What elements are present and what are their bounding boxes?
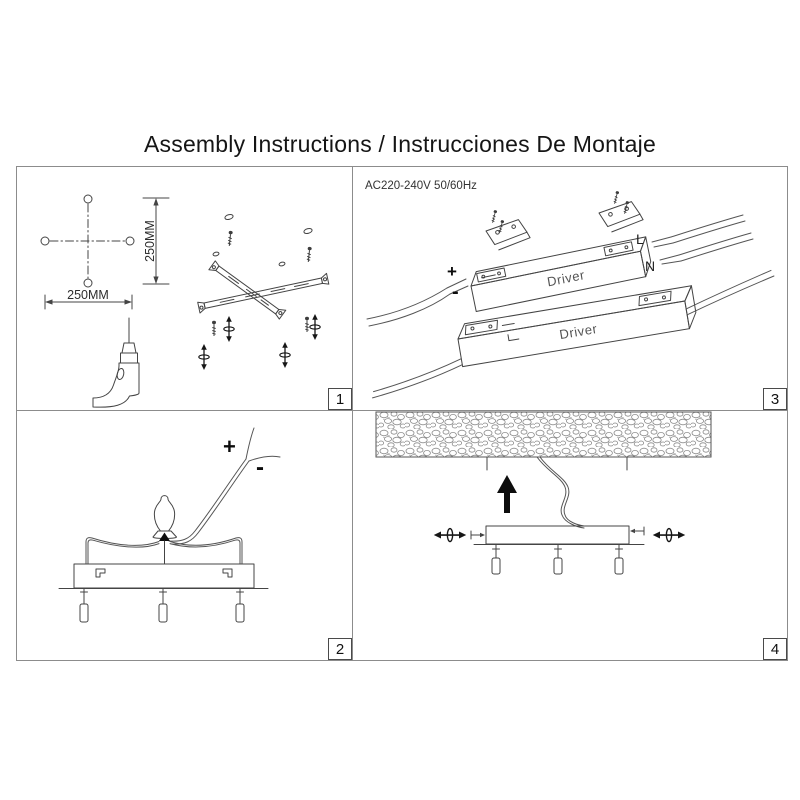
page-title: Assembly Instructions / Instrucciones De Montaje: [144, 131, 656, 157]
panel-3-driver-wiring: [353, 167, 787, 411]
driver-unit-exploded: [468, 191, 656, 312]
panel-4-number: 4: [763, 638, 787, 660]
panel-3-number: 3: [763, 388, 787, 410]
screw-rotation-icon: [653, 529, 686, 542]
screw-icon: [212, 321, 216, 336]
screw-icon: [613, 191, 619, 204]
driver-cover-plate: [485, 218, 531, 252]
screw-icon: [227, 231, 233, 247]
panel-1-drilling: [17, 167, 353, 411]
panel-1-number: 1: [328, 388, 352, 410]
panels-grid: [16, 166, 788, 661]
wall-anchor-icons: [213, 214, 313, 267]
panel-3-drawing: [353, 167, 786, 411]
supply-wire: [169, 428, 280, 544]
neutral-label: N: [645, 258, 656, 274]
driver-unit-assembled: [363, 270, 783, 398]
mounting-brackets-exploded: [197, 214, 329, 370]
canopy-bar: [471, 526, 644, 545]
panel-4-drawing: [353, 411, 786, 659]
dim-height-label: 250MM: [143, 220, 157, 262]
mounted-bracket-stubs: [487, 457, 627, 470]
pendant-rods: [80, 589, 244, 623]
negative-label: -: [256, 454, 264, 481]
mains-wires: [636, 215, 753, 274]
voltage-rating-label: AC220-240V 50/60Hz: [365, 180, 477, 192]
panel-1-drawing: [17, 167, 353, 411]
screw-icon: [491, 210, 497, 223]
ceiling-texture: [376, 412, 711, 457]
screw-icon: [305, 317, 309, 332]
vertical-dimension: [143, 198, 169, 284]
panel-4-ceiling-mount: [353, 411, 787, 660]
cross-template-icon: [41, 195, 134, 287]
drill-icon: [93, 318, 139, 407]
bulb-icon: [153, 496, 177, 564]
screw-rotation-icon: [280, 342, 290, 368]
screw-rotation-icon: [434, 529, 467, 542]
panel-2-number: 2: [328, 638, 352, 660]
ceiling-wire: [537, 457, 584, 528]
screw-icon: [306, 247, 312, 263]
panel-2-fixture-wiring: [17, 411, 353, 660]
screw-rotation-icon: [224, 316, 234, 342]
screw-rotation-icon: [310, 314, 320, 340]
dc-input-wires: [367, 262, 468, 326]
screw-rotation-icon: [199, 344, 209, 370]
negative-label: -: [452, 281, 459, 303]
driver-cover-plate: [598, 200, 644, 234]
horizontal-dimension: [45, 288, 132, 309]
positive-label: +: [223, 434, 236, 459]
panel-2-drawing: [17, 411, 353, 659]
driver-label: Driver: [545, 267, 586, 290]
dim-width-label: 250MM: [67, 288, 109, 302]
lift-up-arrow-icon: [497, 475, 517, 513]
canopy-bar: [59, 564, 268, 589]
positive-label: +: [447, 262, 457, 281]
live-label: L: [636, 231, 644, 247]
driver-label: Driver: [558, 320, 599, 343]
pendant-rods: [492, 545, 623, 575]
